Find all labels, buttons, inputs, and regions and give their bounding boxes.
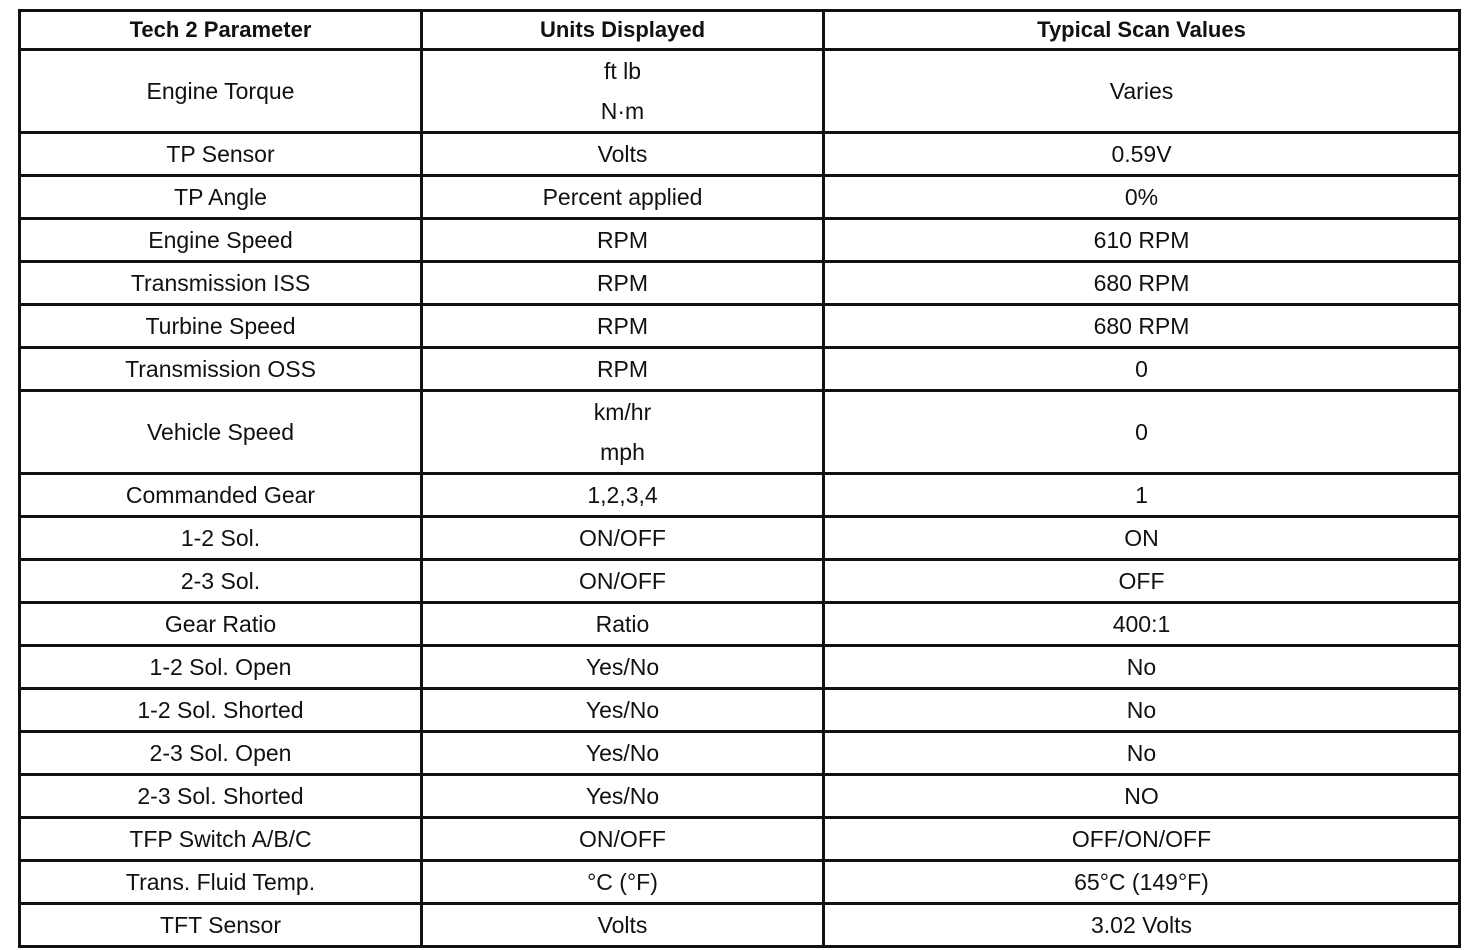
cell-parameter: 2-3 Sol. Shorted <box>20 775 422 818</box>
units-line: ON/OFF <box>579 826 666 852</box>
cell-parameter: Commanded Gear <box>20 474 422 517</box>
cell-typical-value: OFF/ON/OFF <box>824 818 1460 861</box>
cell-units <box>422 775 824 818</box>
units-line: Yes/No <box>585 783 660 809</box>
table-row <box>20 517 1460 560</box>
cell-typical-value: 0 <box>824 391 1460 474</box>
cell-typical-value: 0% <box>824 176 1460 219</box>
cell-units <box>422 861 824 904</box>
cell-units <box>422 689 824 732</box>
scan-values-table <box>18 9 1461 948</box>
units-line: RPM <box>596 356 649 382</box>
table-row <box>20 50 1460 133</box>
cell-parameter: Engine Torque <box>20 50 422 133</box>
cell-typical-value: NO <box>824 775 1460 818</box>
table-header-row <box>20 11 1460 50</box>
units-line: RPM <box>596 313 649 339</box>
units-line: Volts <box>597 141 648 167</box>
table-row <box>20 262 1460 305</box>
units-line: Yes/No <box>585 740 660 766</box>
cell-parameter: Trans. Fluid Temp. <box>20 861 422 904</box>
cell-typical-value: ON <box>824 517 1460 560</box>
cell-typical-value: No <box>824 689 1460 732</box>
table-row <box>20 732 1460 775</box>
cell-typical-value: 400:1 <box>824 603 1460 646</box>
scan-values-sheet <box>18 9 1458 948</box>
units-line: ON/OFF <box>579 525 666 551</box>
cell-units <box>422 904 824 947</box>
cell-typical-value: OFF <box>824 560 1460 603</box>
units-line: N·m <box>600 98 645 124</box>
table-row <box>20 474 1460 517</box>
cell-typical-value: 610 RPM <box>824 219 1460 262</box>
units-line: mph <box>600 439 645 465</box>
cell-parameter: Vehicle Speed <box>20 391 422 474</box>
units-line: ft lb <box>603 58 642 84</box>
units-line: RPM <box>596 227 649 253</box>
table-row <box>20 775 1460 818</box>
units-line: Yes/No <box>585 697 660 723</box>
cell-units <box>422 262 824 305</box>
cell-units <box>422 603 824 646</box>
cell-parameter: TFP Switch A/B/C <box>20 818 422 861</box>
cell-parameter: Engine Speed <box>20 219 422 262</box>
cell-typical-value: 680 RPM <box>824 305 1460 348</box>
cell-units <box>422 176 824 219</box>
cell-parameter: TP Sensor <box>20 133 422 176</box>
cell-parameter: Transmission OSS <box>20 348 422 391</box>
table-row <box>20 861 1460 904</box>
table-row <box>20 646 1460 689</box>
cell-parameter: 2-3 Sol. Open <box>20 732 422 775</box>
cell-units <box>422 348 824 391</box>
cell-parameter: TFT Sensor <box>20 904 422 947</box>
cell-units <box>422 517 824 560</box>
cell-parameter: 2-3 Sol. <box>20 560 422 603</box>
cell-typical-value: 0 <box>824 348 1460 391</box>
cell-units <box>422 560 824 603</box>
cell-units <box>422 818 824 861</box>
table-row <box>20 818 1460 861</box>
table-body <box>20 50 1460 947</box>
units-line: 1,2,3,4 <box>587 482 658 508</box>
table-row <box>20 133 1460 176</box>
units-line: km/hr <box>593 399 652 425</box>
units-line: Percent applied <box>542 184 703 210</box>
header-parameter: Tech 2 Parameter <box>20 11 422 50</box>
table-row <box>20 904 1460 947</box>
cell-typical-value: 0.59V <box>824 133 1460 176</box>
header-units: Units Displayed <box>422 11 824 50</box>
table-row <box>20 219 1460 262</box>
cell-typical-value: No <box>824 732 1460 775</box>
units-line: °C (°F) <box>587 869 658 895</box>
cell-typical-value: Varies <box>824 50 1460 133</box>
cell-typical-value: No <box>824 646 1460 689</box>
cell-units <box>422 133 824 176</box>
cell-units <box>422 305 824 348</box>
cell-parameter: TP Angle <box>20 176 422 219</box>
table-row <box>20 391 1460 474</box>
header-typical-values: Typical Scan Values <box>824 11 1460 50</box>
units-line: Volts <box>597 912 648 938</box>
cell-typical-value: 65°C (149°F) <box>824 861 1460 904</box>
units-line: RPM <box>596 270 649 296</box>
table-row <box>20 305 1460 348</box>
cell-units <box>422 391 824 474</box>
cell-units <box>422 474 824 517</box>
table-row <box>20 176 1460 219</box>
cell-typical-value: 3.02 Volts <box>824 904 1460 947</box>
cell-parameter: Gear Ratio <box>20 603 422 646</box>
cell-units <box>422 219 824 262</box>
table-row <box>20 348 1460 391</box>
cell-parameter: 1-2 Sol. <box>20 517 422 560</box>
cell-typical-value: 1 <box>824 474 1460 517</box>
cell-typical-value: 680 RPM <box>824 262 1460 305</box>
cell-units <box>422 732 824 775</box>
cell-units <box>422 50 824 133</box>
table-row <box>20 560 1460 603</box>
table-row <box>20 689 1460 732</box>
cell-units <box>422 646 824 689</box>
cell-parameter: 1-2 Sol. Open <box>20 646 422 689</box>
units-line: ON/OFF <box>579 568 666 594</box>
cell-parameter: Turbine Speed <box>20 305 422 348</box>
table-row <box>20 603 1460 646</box>
cell-parameter: 1-2 Sol. Shorted <box>20 689 422 732</box>
units-line: Ratio <box>595 611 650 637</box>
cell-parameter: Transmission ISS <box>20 262 422 305</box>
units-line: Yes/No <box>585 654 660 680</box>
